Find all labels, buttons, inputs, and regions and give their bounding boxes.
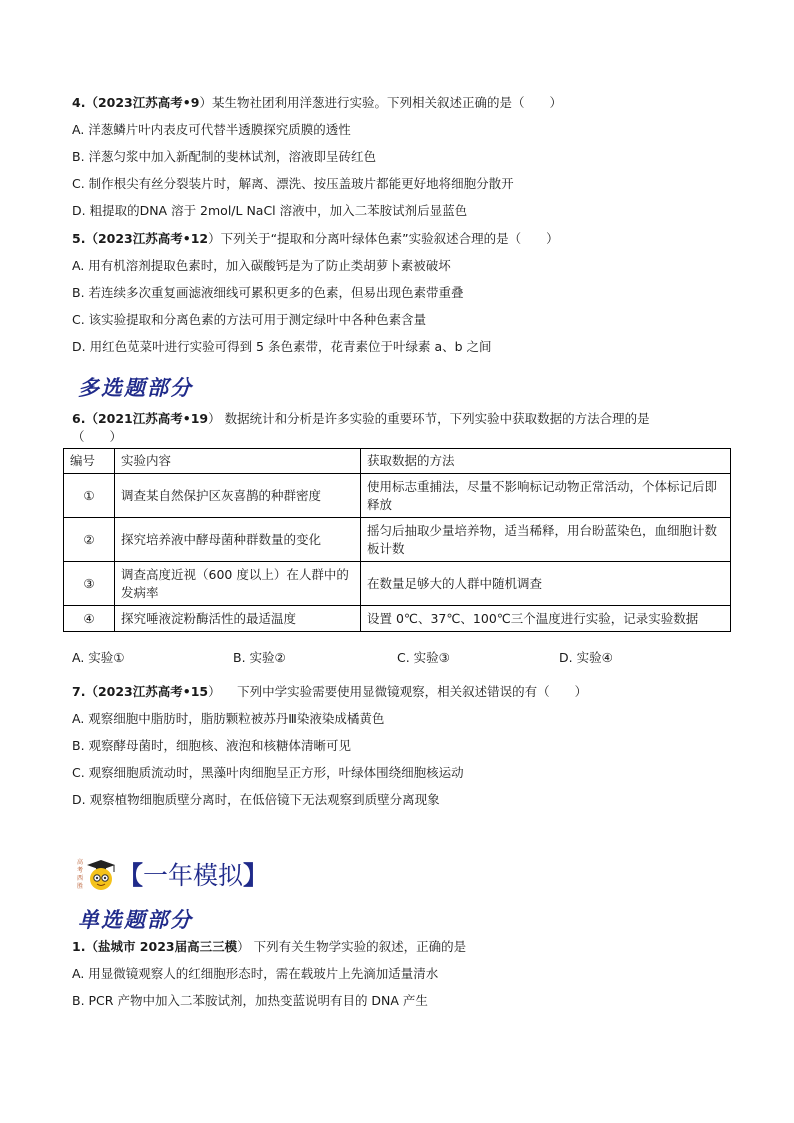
table-cell-method: 使用标志重捕法，尽量不影响标记动物正常活动，个体标记后即释放 (361, 474, 731, 518)
svg-text:西: 西 (77, 875, 84, 882)
q4-stem (72, 94, 562, 112)
q7-option-a[interactable]: A. 观察细胞中脂肪时，脂肪颗粒被苏丹Ⅲ染液染成橘黄色 (72, 711, 385, 726)
banner-heading (118, 856, 268, 892)
table-cell-method: 在数量足够大的人群中随机调查 (361, 562, 731, 606)
q5-option-b[interactable]: B. 若连续多次重复画滤液细线可累积更多的色素，但易出现色素带重叠 (72, 285, 464, 300)
q7-source: 2023江苏高考•15 (97, 684, 209, 699)
table-row (64, 518, 731, 562)
q6-option-a[interactable]: A. 实验① (72, 650, 125, 665)
table-cell-content: 调查某自然保护区灰喜鹊的种群密度 (115, 474, 361, 518)
q6-stem (72, 410, 650, 428)
table-cell-number: ② (64, 518, 115, 562)
section-heading-multi: 多选题部分 (78, 375, 193, 400)
q4-stem-pre: 4.（ (72, 95, 98, 110)
q4-option-d[interactable]: D. 粗提取的DNA 溶于 2mol/L NaCl 溶液中，加入二苯胺试剂后显蓝色 (72, 203, 468, 218)
q6-stem-text: ） 数据统计和分析是许多实验的重要环节，下列实验中获取数据的方法合理的是 (208, 411, 650, 426)
q4-source: 2023江苏高考•9 (97, 95, 200, 110)
q1-stem-pre: 1.（ (72, 939, 98, 954)
q1-option-a[interactable]: A. 用显微镜观察人的红细胞形态时，需在载玻片上先滴加适量清水 (72, 966, 439, 981)
table-row (64, 606, 731, 632)
svg-text:高: 高 (77, 859, 84, 866)
q5-stem-text: ）下列关于“提取和分离叶绿体色素”实验叙述合理的是（ ） (208, 231, 559, 246)
q1-stem-text: ） 下列有关生物学实验的叙述，正确的是 (237, 939, 467, 954)
q7-option-c[interactable]: C. 观察细胞质流动时，黑藻叶肉细胞呈正方形，叶绿体围绕细胞核运动 (72, 765, 464, 780)
q7-option-b[interactable]: B. 观察酵母菌时，细胞核、液泡和核糖体清晰可见 (72, 738, 352, 753)
q5-option-d[interactable]: D. 用红色苋菜叶进行实验可得到 5 条色素带，花青素位于叶绿素 a、b 之间 (72, 339, 492, 354)
banner-left-bracket: 【 (118, 861, 144, 890)
table-cell-number: ① (64, 474, 115, 518)
q4-option-c[interactable]: C. 制作根尖有丝分裂装片时，解离、漂洗、按压盖玻片都能更好地将细胞分散开 (72, 176, 514, 191)
section-heading-single: 单选题部分 (78, 907, 193, 932)
q7-option-d[interactable]: D. 观察植物细胞质壁分离时，在低倍镜下无法观察到质壁分离现象 (72, 792, 440, 807)
q5-stem (72, 230, 559, 248)
q5-stem-pre: 5.（ (72, 231, 98, 246)
table-header-row (64, 449, 731, 474)
q1-stem (72, 938, 466, 956)
q4-stem-text: ）某生物社团利用洋葱进行实验。下列相关叙述正确的是（ ） (199, 95, 562, 110)
banner-right-bracket: 】 (243, 861, 269, 890)
q4-option-b[interactable]: B. 洋葱匀浆中加入新配制的斐林试剂，溶液即呈砖红色 (72, 149, 377, 164)
q6-option-b[interactable]: B. 实验② (233, 650, 286, 665)
q5-option-a[interactable]: A. 用有机溶剂提取色素时，加入碳酸钙是为了防止类胡萝卜素被破坏 (72, 258, 451, 273)
banner-title: 一年模拟 (143, 861, 244, 890)
table-header-cell: 编号 (64, 449, 115, 474)
table-cell-method: 摇匀后抽取少量培养物，适当稀释，用台盼蓝染色，血细胞计数板计数 (361, 518, 731, 562)
q6-data-table (63, 448, 731, 632)
q1-source: 盐城市 2023届高三三模 (97, 939, 238, 954)
mascot-logo-icon (74, 855, 118, 891)
table-cell-method: 设置 0℃、37℃、100℃三个温度进行实验，记录实验数据 (361, 606, 731, 632)
table-header-cell: 实验内容 (115, 449, 361, 474)
table-row (64, 562, 731, 606)
table-header-cell: 获取数据的方法 (361, 449, 731, 474)
q6-option-c[interactable]: C. 实验③ (397, 650, 450, 665)
q6-option-d[interactable]: D. 实验④ (559, 650, 613, 665)
q7-stem-text: ） 下列中学实验需要使用显微镜观察，相关叙述错误的有（ ） (208, 684, 588, 699)
table-cell-content: 探究唾液淀粉酶活性的最适温度 (115, 606, 361, 632)
q6-stem-pre: 6.（ (72, 411, 98, 426)
table-cell-content: 调查高度近视（600 度以上）在人群中的发病率 (115, 562, 361, 606)
svg-text:胜: 胜 (77, 883, 84, 890)
q5-option-c[interactable]: C. 该实验提取和分离色素的方法可用于测定绿叶中各种色素含量 (72, 312, 427, 327)
table-cell-number: ④ (64, 606, 115, 632)
q5-source: 2023江苏高考•12 (97, 231, 209, 246)
q4-option-a[interactable]: A. 洋葱鳞片叶内表皮可代替半透膜探究质膜的透性 (72, 122, 351, 137)
q7-stem-pre: 7.（ (72, 684, 98, 699)
table-row (64, 474, 731, 518)
table-cell-number: ③ (64, 562, 115, 606)
q6-stem-tail: （ ） (72, 429, 123, 444)
q7-stem (72, 683, 587, 701)
q6-source: 2021江苏高考•19 (97, 411, 209, 426)
q1-option-b[interactable]: B. PCR 产物中加入二苯胺试剂，加热变蓝说明有目的 DNA 产生 (72, 993, 428, 1008)
table-cell-content: 探究培养液中酵母菌种群数量的变化 (115, 518, 361, 562)
svg-text:考: 考 (77, 867, 84, 874)
